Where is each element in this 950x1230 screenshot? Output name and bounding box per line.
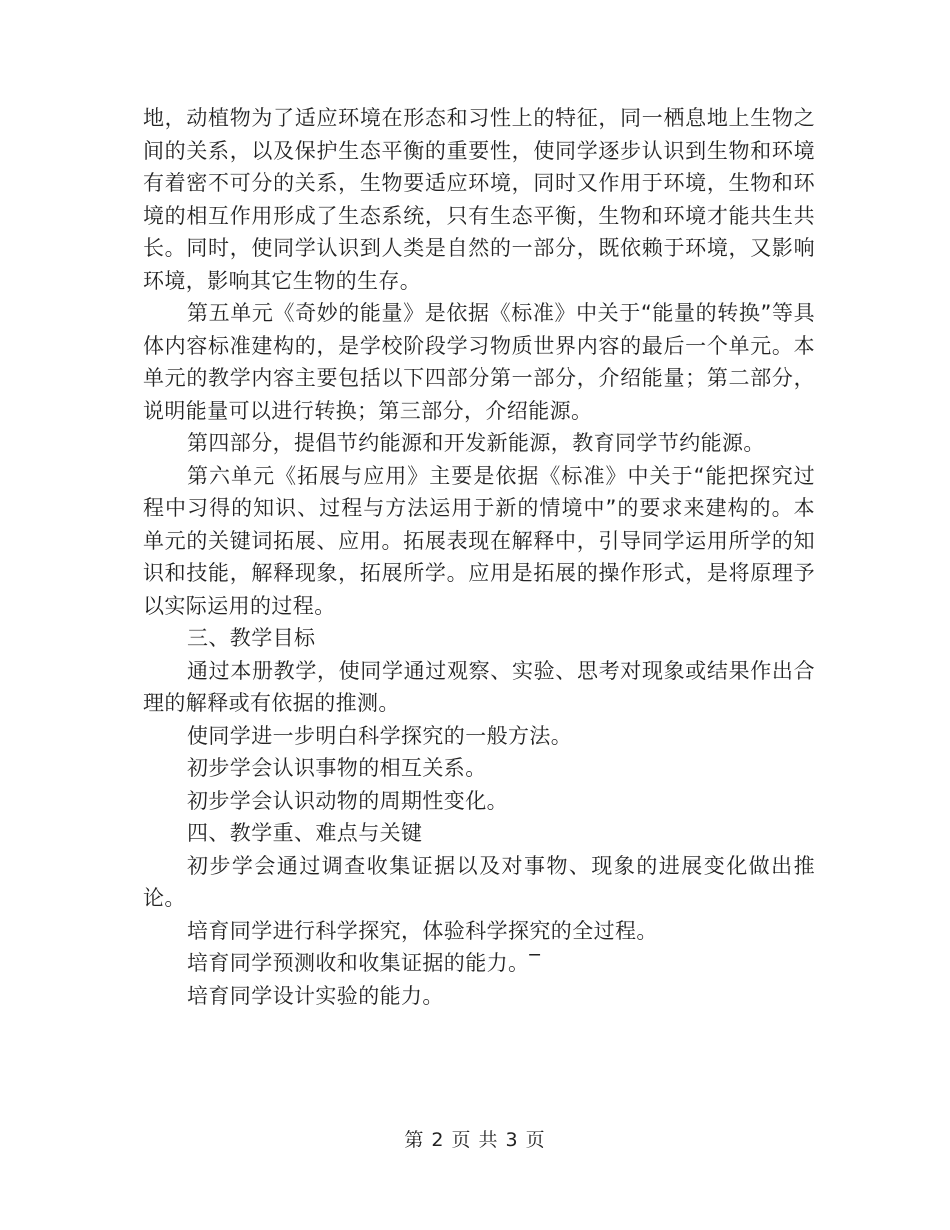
paragraph: 初步学会通过调查收集证据以及对事物、现象的进展变化做出推论。 bbox=[143, 853, 815, 910]
paragraph: 培育同学预测收和收集证据的能力。‾ bbox=[187, 951, 541, 975]
paragraph: 初步学会认识事物的相互关系。 bbox=[187, 756, 487, 780]
paragraph: 培育同学进行科学探究，体验科学探究的全过程。 bbox=[187, 918, 658, 943]
paragraph: 第五单元《奇妙的能量》是依据《标准》中关于“能量的转换”等具体内容标准建构的，是学校阶段学习物质世界内容的最后一个单元。本单元的教学内容主要包括以下四部分第一部分，介绍能量；第二部分，说明能量可以进行转换；第三部分，介绍能源。 bbox=[143, 301, 815, 423]
section-heading: 三、教学目标 bbox=[187, 626, 316, 650]
paragraph: 地，动植物为了适应环境在形态和习性上的特征，同一栖息地上生物之间的关系，以及保护生态平衡的重要性，使同学逐步认识到生物和环境有着密不可分的关系，生物要适应环境，同时又作用于环境，生物和环境的相互作用形成了生态系统，只有生态平衡，生物和环境才能共生共长。同时，使同学认识到人类是自然的一部分，既依赖于环境，又影响环境，影响其它生物的生存。 bbox=[143, 106, 815, 293]
paragraph: 通过本册教学，使同学通过观察、实验、思考对现象或结果作出合理的解释或有依据的推测。 bbox=[143, 658, 815, 715]
paragraph: 第四部分，提倡节约能源和开发新能源，教育同学节约能源。 bbox=[187, 431, 765, 455]
paragraph: 初步学会认识动物的周期性变化。 bbox=[187, 788, 508, 813]
document-body bbox=[143, 102, 815, 1012]
page-footer bbox=[0, 1125, 950, 1152]
paragraph: 第六单元《拓展与应用》主要是依据《标准》中关于“能把探究过程中习得的知识、过程与方法运用于新的情境中”的要求来建构的。本单元的关键词拓展、应用。拓展表现在解释中，引导同学运用所学的知识和技能，解释现象，拓展所学。应用是拓展的操作形式，是将原理予以实际运用的过程。 bbox=[143, 463, 815, 618]
section-heading: 四、教学重、难点与关键 bbox=[187, 821, 423, 845]
paragraph: 使同学进一步明白科学探究的一般方法。 bbox=[187, 723, 573, 748]
page-number-label: 第 2 页 共 3 页 bbox=[404, 1129, 546, 1151]
paragraph: 培育同学设计实验的能力。 bbox=[187, 983, 444, 1008]
